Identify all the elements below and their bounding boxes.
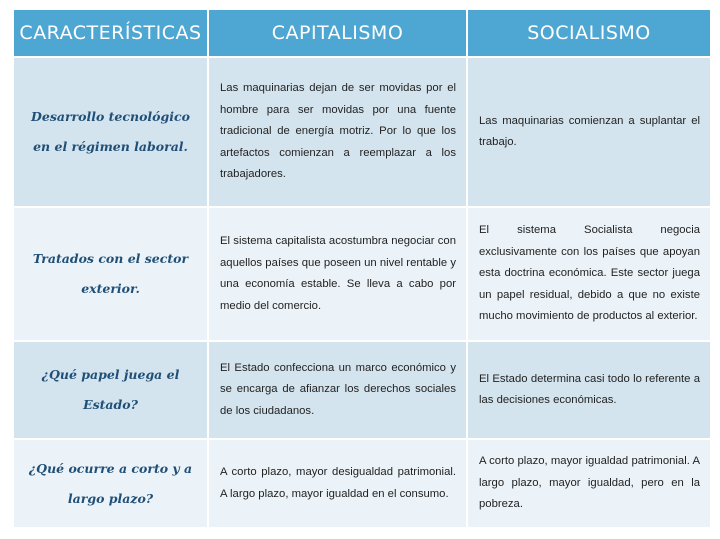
row-capitalismo-tratados: El sistema capitalista acostumbra negociar con aquellos países que poseen un nivel rentable y una economía estable. Se lleva a cabo por medio del comercio.: [209, 208, 466, 342]
header-socialismo: SOCIALISMO: [468, 10, 710, 58]
row-label-desarrollo: Desarrollo tecnológico en el régimen laboral.: [14, 58, 207, 208]
header-caracteristicas: CARACTERÍSTICAS: [14, 10, 207, 58]
comparison-table: [14, 10, 706, 527]
row-socialismo-estado: El Estado determina casi todo lo referente a las decisiones económicas.: [468, 342, 710, 440]
row-label-plazo: ¿Qué ocurre a corto y a largo plazo?: [14, 440, 207, 527]
row-socialismo-plazo: A corto plazo, mayor igualdad patrimonial. A largo plazo, mayor igualdad, pero en la pobreza.: [468, 440, 710, 527]
row-capitalismo-desarrollo: Las maquinarias dejan de ser movidas por el hombre para ser movidas por una fuente tradicional de energía motriz. Por lo que los artefactos comienzan a reemplazar a los trabajadores.: [209, 58, 466, 208]
row-socialismo-tratados: El sistema Socialista negocia exclusivamente con los países que apoyan esta doctrina económica. Este sector juega un papel residual, debido a que no existe mucho movimiento de productos al exterior.: [468, 208, 710, 342]
row-socialismo-desarrollo: Las maquinarias comienzan a suplantar el trabajo.: [468, 58, 710, 208]
header-capitalismo: CAPITALISMO: [209, 10, 466, 58]
row-label-estado: ¿Qué papel juega el Estado?: [14, 342, 207, 440]
row-capitalismo-estado: El Estado confecciona un marco económico y se encarga de afianzar los derechos sociales de los ciudadanos.: [209, 342, 466, 440]
row-label-tratados: Tratados con el sector exterior.: [14, 208, 207, 342]
row-capitalismo-plazo: A corto plazo, mayor desigualdad patrimonial. A largo plazo, mayor igualdad en el consumo.: [209, 440, 466, 527]
